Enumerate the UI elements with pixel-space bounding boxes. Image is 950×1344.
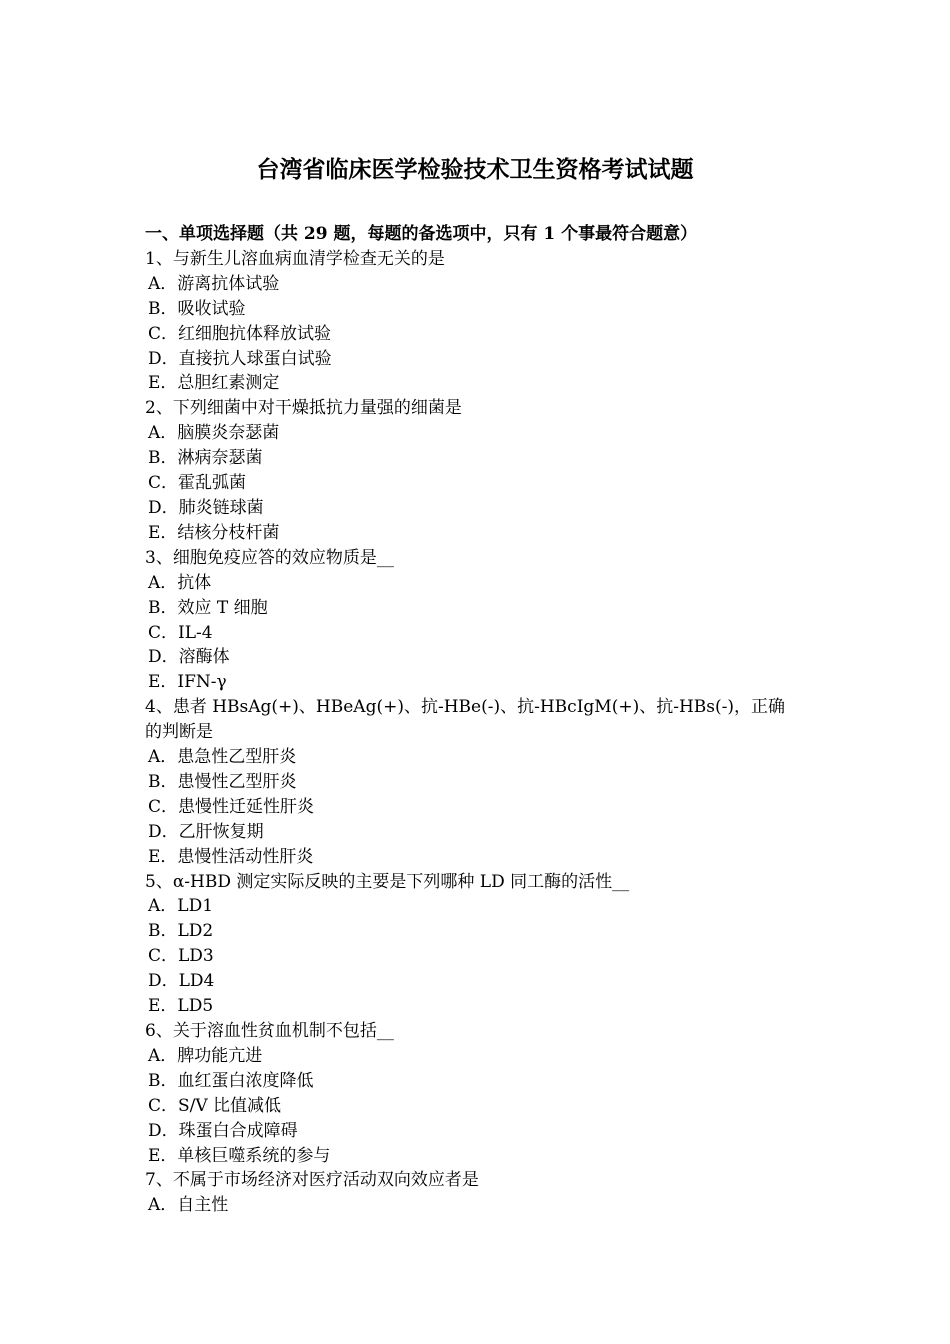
option-d: D．直接抗人球蛋白试验 [148,348,332,369]
option-b: B．患慢性乙型肝炎 [148,771,297,792]
option-d: D．LD4 [148,971,215,992]
question-1 [145,247,810,396]
question-stem-line-2: 的判断是 [145,722,213,743]
question-stem: 3、细胞免疫应答的效应物质是__ [145,547,394,568]
question-stem: 6、关于溶血性贫血机制不包括__ [145,1021,394,1041]
option-a: A．LD1 [148,896,214,917]
option-c: C．红细胞抗体释放试验 [148,323,332,344]
question-stem: 7、不属于市场经济对医疗活动双向效应者是 [145,1170,479,1191]
option-d: D．溶酶体 [148,647,230,668]
option-a: A．脑膜炎奈瑟菌 [148,423,280,444]
option-b: B．LD2 [148,921,214,942]
option-e: E．患慢性活动性肝炎 [148,846,314,867]
option-c: C．患慢性迁延性肝炎 [148,796,315,817]
option-e: E．单核巨噬系统的参与 [148,1145,331,1166]
question-3 [145,546,810,695]
question-stem-line-1: 4、患者 HBsAg(+)、HBeAg(+)、抗-HBe(-)、抗-HBcIgM(+)、抗-HBs(-)，正确 [145,697,785,718]
option-d: D．乙肝恢复期 [148,821,264,842]
option-c: C．S/V 比值减低 [148,1095,282,1116]
question-stem: 2、下列细菌中对干燥抵抗力量强的细菌是 [145,398,462,419]
option-b: B．淋病奈瑟菌 [148,448,263,469]
question-6 [145,1019,810,1168]
document-title: 台湾省临床医学检验技术卫生资格考试试题 [256,156,694,183]
document-body [145,222,810,1218]
option-a: A．自主性 [148,1195,229,1216]
option-d: D．肺炎链球菌 [148,497,264,518]
option-b: B．效应 T 细胞 [148,597,268,618]
option-b: B．吸收试验 [148,298,246,319]
option-e: E．总胆红素测定 [148,373,280,394]
option-d: D．珠蛋白合成障碍 [148,1120,298,1141]
option-a: A．游离抗体试验 [148,273,280,294]
question-stem: 5、α-HBD 测定实际反映的主要是下列哪种 LD 同工酶的活性__ [145,871,630,892]
option-c: C．LD3 [148,946,214,967]
section-header: 一、单项选择题（共 29 题，每题的备选项中，只有 1 个事最符合题意） [145,224,698,244]
option-e: E．LD5 [148,996,214,1017]
question-stem: 1、与新生儿溶血病血清学检查无关的是 [145,248,445,269]
option-a: A．脾功能亢进 [148,1045,263,1066]
question-2 [145,396,810,545]
option-e: E．结核分枝杆菌 [148,522,280,543]
option-a: A．患急性乙型肝炎 [148,747,297,768]
option-c: C．IL-4 [148,622,213,643]
option-a: A．抗体 [148,572,212,593]
option-c: C．霍乱弧菌 [148,473,247,494]
option-e: E．IFN-γ [148,672,227,693]
question-5 [145,870,810,1019]
option-b: B．血红蛋白浓度降低 [148,1070,314,1091]
question-7 [145,1168,810,1218]
question-4 [145,695,810,869]
